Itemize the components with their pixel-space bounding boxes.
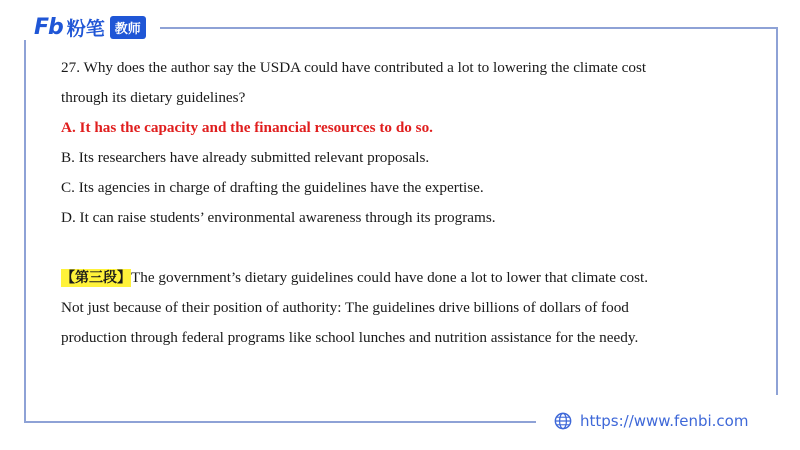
logo-name: 粉笔 xyxy=(66,17,105,40)
logo-tag: 教师 xyxy=(110,16,146,39)
passage-line-3: production through federal programs like school lunches and nutrition assistance for the needy. xyxy=(61,329,639,346)
question-stem-line-2: through its dietary guidelines? xyxy=(61,89,246,106)
passage-line-1-text: The government’s dietary guidelines could have done a lot to lower that climate cost. xyxy=(131,269,649,286)
frame-right-line xyxy=(776,27,778,395)
logo-mark: Fb xyxy=(34,14,63,40)
spacer xyxy=(61,233,761,263)
option-d: D. It can raise students’ environmental awareness through its programs. xyxy=(61,209,496,226)
footer-website xyxy=(554,410,748,432)
fenbi-logo xyxy=(34,12,146,42)
question-stem-line-1: 27. Why does the author say the USDA could have contributed a lot to lowering the climate cost xyxy=(61,59,647,76)
option-c: C. Its agencies in charge of drafting the guidelines have the expertise. xyxy=(61,179,484,196)
globe-icon xyxy=(554,412,572,430)
frame-bottom-line xyxy=(24,421,536,423)
passage-line-2: Not just because of their position of authority: The guidelines drive billions of dollars of food xyxy=(61,299,629,316)
option-a-answer: A. It has the capacity and the financial resources to do so. xyxy=(61,119,433,136)
footer-url: https://www.fenbi.com xyxy=(580,412,749,430)
option-b: B. Its researchers have already submitted relevant proposals. xyxy=(61,149,430,166)
passage-line-1 xyxy=(61,263,761,293)
frame-left-line xyxy=(24,40,26,422)
frame-top-line xyxy=(160,27,778,29)
question-content xyxy=(61,53,761,353)
paragraph-label: 【第三段】 xyxy=(61,270,131,286)
